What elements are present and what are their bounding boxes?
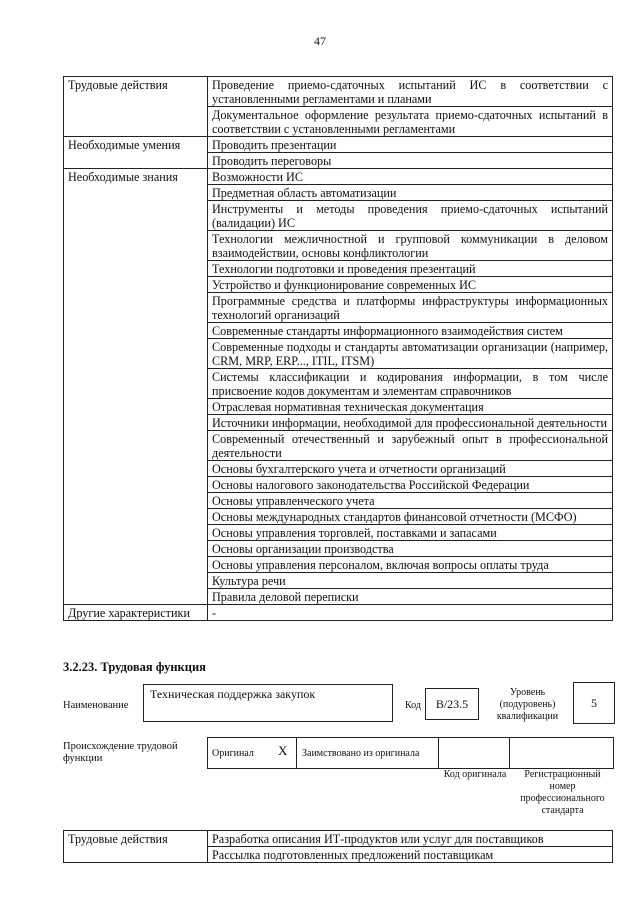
name-value-box (143, 684, 393, 722)
divider (296, 738, 297, 768)
original-mark: X (278, 743, 288, 758)
row-value: Основы управления персоналом, включая вопросы оплаты труда (208, 557, 613, 573)
table-row (64, 137, 613, 153)
code-original-caption: Код оригинала (443, 769, 507, 780)
page-number: 47 (314, 34, 326, 48)
divider (509, 738, 510, 768)
divider (438, 738, 439, 768)
row-value: Проводить презентации (208, 137, 613, 153)
row-value: Системы классификации и кодирования информации, в том числе присвоение кодов документам и элементам справочников (208, 369, 613, 399)
code-label: Код (405, 700, 421, 711)
origin-row (207, 737, 614, 769)
row-value: Основы международных стандартов финансовой отчетности (МСФО) (208, 509, 613, 525)
row-value: Технологии межличностной и групповой коммуникации в деловом взаимодействии, основы конфликтологии (208, 231, 613, 261)
row-label: Другие характеристики (64, 605, 208, 621)
row-value: Проводить переговоры (208, 153, 613, 169)
bottom-item: Разработка описания ИТ-продуктов или услуг для поставщиков (208, 831, 613, 847)
row-value: Предметная область автоматизации (208, 185, 613, 201)
row-value: Современные стандарты информационного взаимодействия систем (208, 323, 613, 339)
row-value: Проведение приемо-сдаточных испытаний ИС в соответствии с установленными регламентами и планами (208, 77, 613, 107)
row-value: Устройство и функционирование современных ИС (208, 277, 613, 293)
row-value: Основы управления торговлей, поставками и запасами (208, 525, 613, 541)
row-value: Источники информации, необходимой для профессиональной деятельности (208, 415, 613, 431)
level-label: Уровень (подуровень) квалификации (496, 687, 559, 722)
row-value: Основы организации производства (208, 541, 613, 557)
code-value: B/23.5 (435, 696, 469, 711)
row-label: Трудовые действия (64, 77, 208, 137)
row-value: Документальное оформление результата приемо-сдаточных испытаний в соответствии с установленными регламентами (208, 107, 613, 137)
section-title: 3.2.23. Трудовая функция (63, 660, 206, 674)
row-value: Основы налогового законодательства Российской Федерации (208, 477, 613, 493)
row-label: Необходимые умения (64, 137, 208, 169)
row-value: Основы управленческого учета (208, 493, 613, 509)
requirements-table (63, 76, 613, 621)
level-value: 5 (591, 695, 597, 710)
row-value: Инструменты и методы проведения приемо-сдаточных испытаний (валидации) ИС (208, 201, 613, 231)
table-row (64, 605, 613, 621)
row-value: Современные подходы и стандарты автоматизации организации (например, CRM, MRP, ERP..., ITIL, ITSM) (208, 339, 613, 369)
name-label: Наименование (63, 700, 129, 711)
name-value: Техническая поддержка закупок (150, 687, 316, 701)
code-value-box (425, 688, 479, 720)
registration-caption: Регистрационный номер профессионального стандарта (520, 769, 605, 816)
row-value: Технологии подготовки и проведения презентаций (208, 261, 613, 277)
row-label: Необходимые знания (64, 169, 208, 605)
borrowed-label: Заимствовано из оригинала (302, 748, 420, 759)
row-value: Современный отечественный и зарубежный опыт в профессиональной деятельности (208, 431, 613, 461)
level-value-box (573, 682, 615, 724)
row-value: Основы бухгалтерского учета и отчетности организаций (208, 461, 613, 477)
bottom-item: Рассылка подготовленных предложений поставщикам (208, 847, 613, 863)
row-value: - (208, 605, 613, 621)
origin-label: Происхождение трудовой функции (63, 741, 178, 764)
row-value: Возможности ИС (208, 169, 613, 185)
row-value: Отраслевая нормативная техническая документация (208, 399, 613, 415)
row-value: Правила деловой переписки (208, 589, 613, 605)
bottom-table (63, 830, 613, 863)
row-value: Культура речи (208, 573, 613, 589)
original-label: Оригинал (212, 748, 254, 759)
table-row (64, 169, 613, 185)
bottom-label: Трудовые действия (64, 831, 208, 863)
row-value: Программные средства и платформы инфраструктуры информационных технологий организаций (208, 293, 613, 323)
table-row (64, 77, 613, 107)
